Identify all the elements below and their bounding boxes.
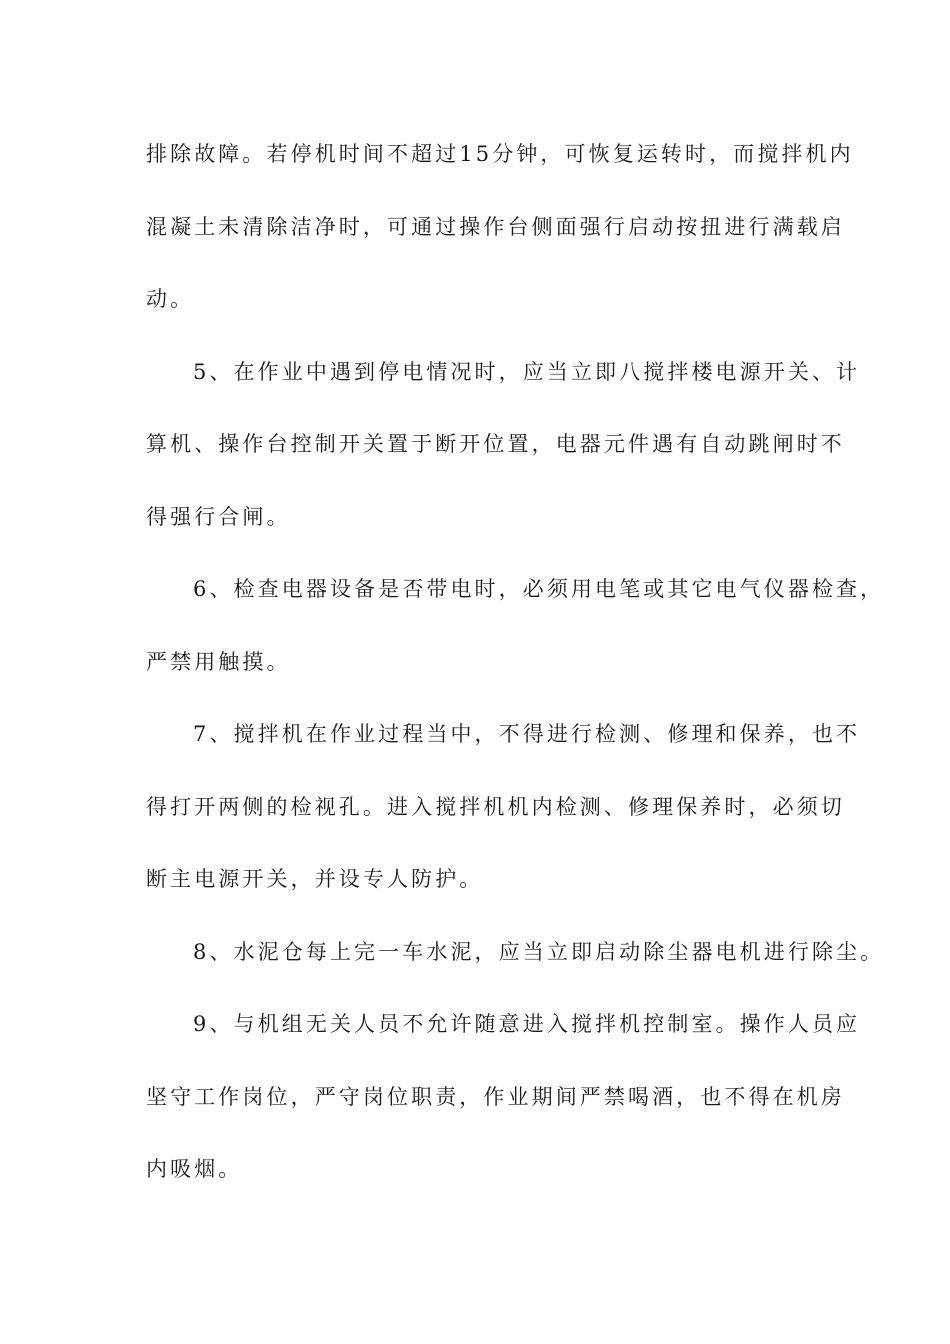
text-line: 断主电源开关，并设专人防护。 xyxy=(146,867,484,891)
text-line: 动。 xyxy=(146,287,195,311)
text-line: 内吸烟。 xyxy=(146,1157,243,1181)
text-line: 排除故障。若停机时间不超过15分钟，可恢复运转时，而搅拌机内 xyxy=(146,142,854,166)
paragraph-8-line: 8、水泥仓每上完一车水泥，应当立即启动除尘器电机进行除尘。 xyxy=(193,939,885,964)
text-line: 坚守工作岗位，严守岗位职责，作业期间严禁喝酒，也不得在机房 xyxy=(146,1084,845,1109)
text-line: 算机、操作台控制开关置于断开位置，电器元件遇有自动跳闸时不 xyxy=(146,432,845,456)
paragraph-9-line: 9、与机组无关人员不允许随意进入搅拌机控制室。操作人员应 xyxy=(193,1012,861,1036)
text-line: 混凝土未清除洁净时，可通过操作台侧面强行启动按扭进行满载启 xyxy=(146,214,845,239)
text-line: 严禁用触摸。 xyxy=(146,649,291,674)
document-body xyxy=(146,137,885,1225)
paragraph-5-line: 5、在作业中遇到停电情况时，应当立即八搅拌楼电源开关、计 xyxy=(193,359,861,384)
paragraph-7-line: 7、搅拌机在作业过程当中，不得进行检测、修理和保养，也不 xyxy=(193,722,861,746)
paragraph-6-line: 6、检查电器设备是否带电时，必须用电笔或其它电气仪器检查， xyxy=(193,577,885,601)
text-line: 得打开两侧的检视孔。进入搅拌机机内检测、修理保养时，必须切 xyxy=(146,794,845,819)
text-line: 得强行合闸。 xyxy=(146,504,291,529)
